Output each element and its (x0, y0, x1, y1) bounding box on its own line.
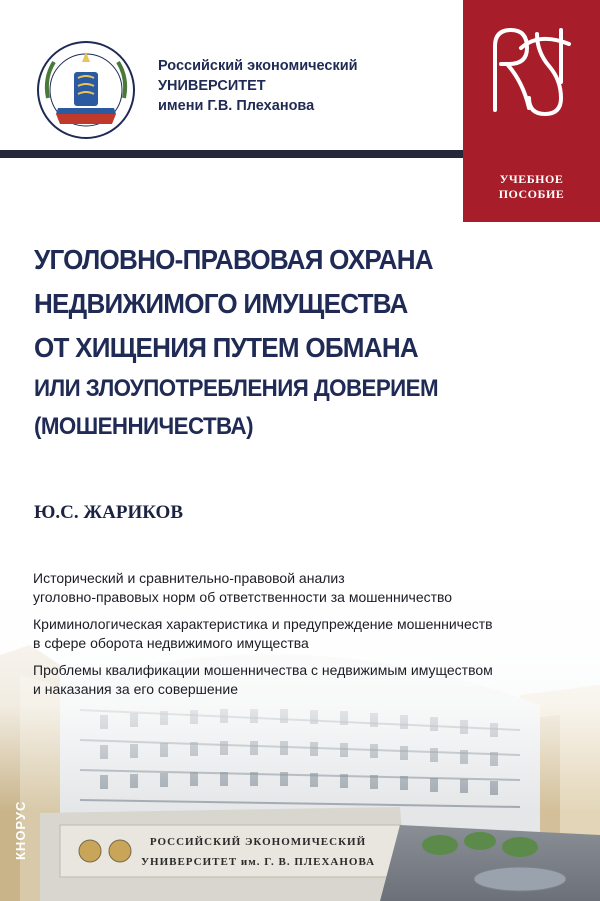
publisher-name: КНОРУС (13, 800, 28, 860)
university-monogram-logo (477, 22, 587, 122)
publication-type-label (463, 172, 600, 202)
topic-1-line1: Исторический и сравнительно-правовой анализ (33, 570, 345, 586)
topic-3-line2: и наказания за его совершение (33, 681, 239, 697)
university-name (158, 56, 358, 116)
topic-3-line1: Проблемы квалификации мошенничества с недвижимым имуществом (33, 662, 493, 678)
book-title (34, 238, 554, 446)
topic-2-line1: Криминологическая характеристика и предупреждение мошенничеств (33, 616, 493, 632)
university-name-line1: Российский экономический (158, 58, 358, 74)
topic-2-line2: в сфере оборота недвижимого имущества (33, 635, 309, 651)
topics-list (33, 569, 589, 707)
university-emblem-icon (34, 38, 138, 142)
university-name-line3: имени Г.В. Плеханова (158, 98, 315, 114)
building-sign-line2: УНИВЕРСИТЕТ им. Г. В. ПЛЕХАНОВА (140, 856, 376, 868)
book-author: Ю.С. ЖАРИКОВ (34, 502, 184, 523)
topic-item (33, 569, 589, 607)
book-title-line5: (МОШЕННИЧЕСТВА) (34, 413, 253, 440)
publication-type-line2: ПОСОБИЕ (498, 187, 565, 201)
book-title-line4: ИЛИ ЗЛОУПОТРЕБЛЕНИЯ ДОВЕРИЕМ (34, 375, 439, 402)
publication-type-line1: УЧЕБНОЕ (499, 172, 564, 186)
book-title-line1: УГОЛОВНО-ПРАВОВАЯ ОХРАНА (34, 244, 433, 275)
university-name-line2: УНИВЕРСИТЕТ (158, 78, 266, 94)
topic-item (33, 615, 589, 653)
topic-1-line2: уголовно-правовых норм об ответственности за мошенничество (33, 589, 453, 605)
topic-item (33, 661, 589, 699)
building-sign (128, 832, 388, 872)
publication-type-panel (463, 0, 600, 222)
book-title-line3: ОТ ХИЩЕНИЯ ПУТЕМ ОБМАНА (34, 332, 418, 363)
book-title-line2: НЕДВИЖИМОГО ИМУЩЕСТВА (34, 288, 408, 319)
building-sign-line1: РОССИЙСКИЙ ЭКОНОМИЧЕСКИЙ (149, 836, 367, 848)
